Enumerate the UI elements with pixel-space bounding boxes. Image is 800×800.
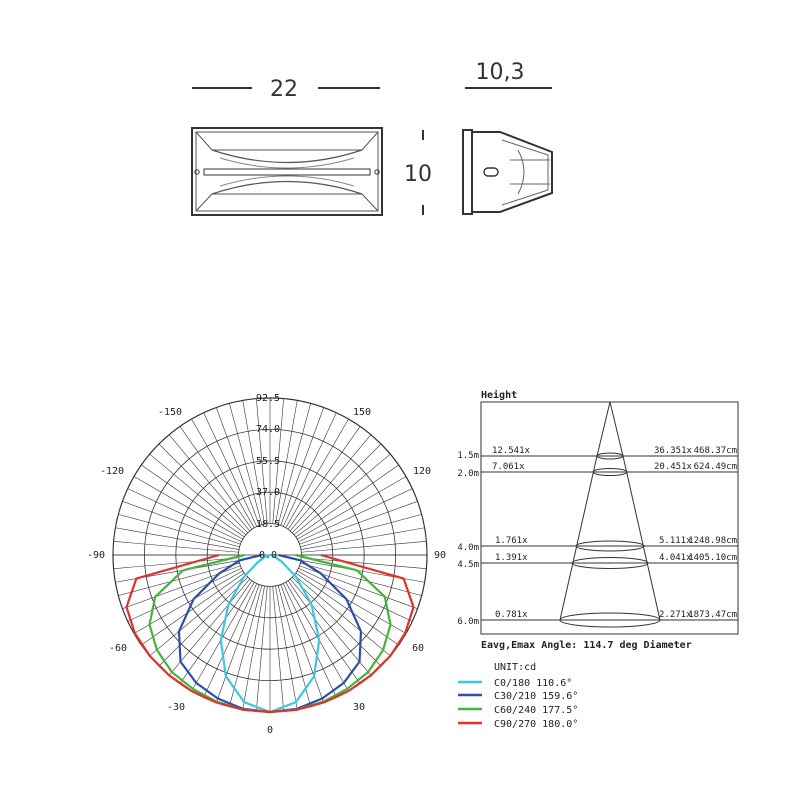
angle-label-0: 0	[266, 725, 274, 736]
side-view	[463, 60, 552, 214]
polar-spoke-205	[204, 413, 257, 527]
legend-label-c90: C90/270 180.0°	[494, 719, 579, 730]
depth-dim-label: 10,3	[475, 60, 525, 85]
legend-unit: UNIT:cd	[494, 662, 537, 673]
polar-spoke-165	[278, 403, 311, 524]
angle-label-60: 60	[411, 643, 425, 654]
row-emax-2-0m: 20.451x	[654, 462, 692, 472]
cone-edge-right	[623, 456, 660, 620]
row-height-6-0m: 6.0m	[457, 617, 479, 627]
radial-label-92-5: 92.5	[255, 393, 281, 404]
row-eavg-4-5m: 1.391x	[495, 553, 528, 563]
angle-label-minus-60: -60	[108, 643, 128, 654]
side-switch	[484, 168, 498, 176]
front-bottom-curve	[212, 182, 362, 195]
screw-right	[375, 170, 379, 174]
polar-spoke-260	[115, 528, 239, 550]
front-bottom-louver	[196, 194, 378, 211]
polar-spoke-130	[294, 454, 390, 535]
front-top-louver	[196, 132, 378, 150]
front-view	[192, 77, 382, 215]
width-dim-label: 22	[270, 77, 298, 102]
row-diameter-6-0m: 1873.47cm	[688, 610, 737, 620]
cone-footer: Eavg,Emax Angle: 114.7 deg Diameter	[481, 640, 692, 651]
legend-label-c30: C30/210 159.6°	[494, 691, 579, 702]
angle-label-120: 120	[412, 466, 432, 477]
polar-spoke-120	[297, 477, 406, 540]
row-eavg-6-0m: 0.781x	[495, 610, 528, 620]
radial-label-74-0: 74.0	[255, 424, 281, 435]
polar-spoke-210	[192, 419, 255, 528]
polar-spoke-230	[150, 454, 246, 535]
radial-label-0-0: 0.0	[258, 550, 278, 561]
screw-left	[195, 170, 199, 174]
angle-label-90: 90	[433, 550, 447, 561]
row-eavg-1-5m: 12.541x	[492, 446, 530, 456]
angle-label-minus-150: -150	[157, 407, 183, 418]
polar-spoke-155	[283, 413, 336, 527]
polar-spoke-245	[128, 489, 242, 542]
front-top-curve	[212, 150, 362, 163]
height-dimension	[404, 130, 432, 215]
angle-label-minus-90: -90	[86, 550, 106, 561]
polar-spoke-240	[134, 477, 243, 540]
row-height-4-5m: 4.5m	[457, 560, 479, 570]
row-emax-6-0m: 2.271x	[659, 610, 692, 620]
cone-frame	[481, 402, 738, 634]
row-diameter-4-0m: 1248.98cm	[688, 536, 737, 546]
polar-spoke-150	[286, 419, 349, 528]
row-height-4-0m: 4.0m	[457, 543, 479, 553]
legend-label-c0: C0/180 110.6°	[494, 678, 573, 689]
polar-chart	[87, 393, 446, 736]
cone-edge-left	[560, 456, 597, 620]
cone-edge-left-top	[597, 402, 610, 456]
side-lamp-curve	[518, 150, 524, 194]
polar-spoke-100	[301, 528, 425, 550]
polar-spoke-105	[300, 514, 421, 547]
angle-label-minus-120: -120	[99, 466, 125, 477]
angle-label-150: 150	[352, 407, 372, 418]
row-emax-1-5m: 36.351x	[654, 446, 692, 456]
row-emax-4-5m: 4.041x	[659, 553, 692, 563]
radial-label-18-5: 18.5	[255, 519, 281, 530]
height-dim-label: 10	[404, 162, 432, 187]
polar-spoke-115	[298, 489, 412, 542]
front-center-bar	[204, 169, 370, 175]
polar-spoke-220	[169, 435, 250, 531]
row-eavg-4-0m: 1.761x	[495, 536, 528, 546]
row-height-1-5m: 1.5m	[457, 451, 479, 461]
row-eavg-2-0m: 7.061x	[492, 462, 525, 472]
polar-spoke-140	[290, 435, 371, 531]
polar-spoke-255	[118, 514, 239, 547]
angle-label-minus-30: -30	[166, 702, 186, 713]
row-height-2-0m: 2.0m	[457, 469, 479, 479]
side-wall-plate	[463, 130, 472, 214]
polar-spoke-30	[286, 582, 349, 691]
cone-diagram	[457, 389, 738, 651]
row-diameter-1-5m: 468.37cm	[693, 446, 737, 456]
radial-label-37-0: 37.0	[255, 487, 281, 498]
row-diameter-4-5m: 1405.10cm	[688, 553, 737, 563]
legend-label-c60: C60/240 177.5°	[494, 705, 579, 716]
radial-label-55-5: 55.5	[255, 456, 281, 467]
polar-spoke-330	[192, 582, 255, 691]
polar-spoke-10	[275, 586, 297, 710]
cone-edge-right-top	[610, 402, 623, 456]
row-emax-4-0m: 5.111x	[659, 536, 692, 546]
legend	[458, 662, 578, 730]
row-diameter-2-0m: 624.49cm	[693, 462, 737, 472]
polar-spoke-350	[243, 586, 265, 710]
angle-label-30: 30	[352, 702, 366, 713]
side-inner-outline	[502, 140, 548, 205]
cone-title: Height	[481, 390, 518, 401]
